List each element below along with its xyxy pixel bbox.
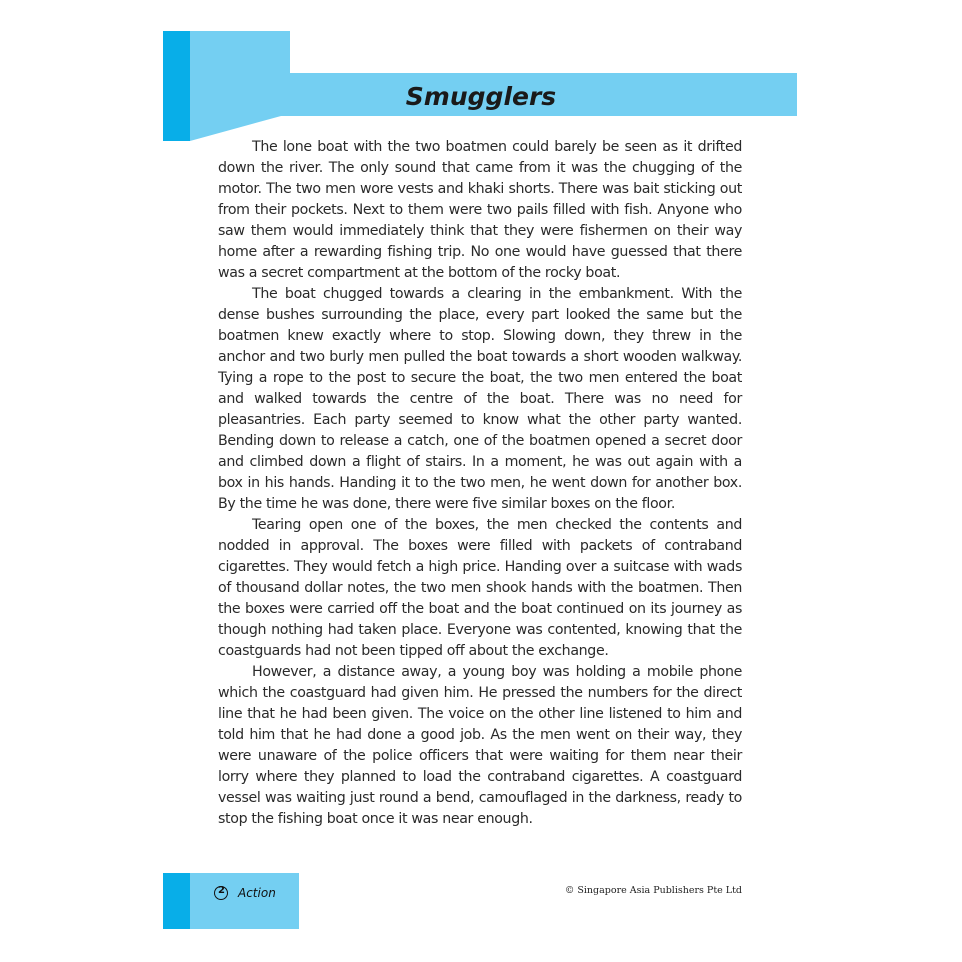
story-paragraph: The lone boat with the two boatmen could barely be seen as it drifted down the river. The only sound that came from it was the chugging of the motor. The two men wore vests and khaki shorts. There was bait sticking out from their pockets. Next to them were two pails filled with fish. Anyone who saw them would immediately think that they were fishermen on their way home after a rewarding fishing trip. No one would have guessed that there was a secret compartment at the bottom of the rocky boat. [218,139,742,281]
copyright-notice: © Singapore Asia Publishers Pte Ltd [564,885,742,896]
story-paragraph: The boat chugged towards a clearing in the embankment. With the dense bushes surrounding the place, every part looked the same but the boatmen knew exactly where to stop. Slowing down, they threw in the anchor and two burly men pulled the boat towards a short wooden walkway. Tying a rope to the post to secure the boat, the two men entered the boat and walked towards the centre of the boat. There was no need for pleasantries. Each party seemed to know what the other party wanted. Bending down to release a catch, one of the boatmen opened a secret door and climbed down a flight of stairs. In a moment, he was out again with a box in his hands. Handing it to the two men, he went down for another box. By the time he was done, there were five similar boxes on the floor. [218,286,742,512]
page-title: Smugglers [405,82,557,111]
header-banner-graphic [0,0,962,150]
footer-section-label: Action [238,886,276,900]
header-banner-dark-strip [163,31,190,141]
story-paragraph: However, a distance away, a young boy was holding a mobile phone which the coastguard had given him. He pressed the numbers for the direct line that he had been given. The voice on the other line listened to him and told him that he had done a good job. As the men went on their way, they were unaware of the police officers that were waiting for them near their lorry where they planned to load the contraband cigarettes. A coastguard vessel was waiting just round a bend, camouflaged in the darkness, ready to stop the fishing boat once it was near enough. [218,664,742,827]
story-paragraph: Tearing open one of the boxes, the men checked the contents and nodded in approval. The boxes were filled with packets of contraband cigarettes. They would fetch a high price. Handing over a suitcase with wads of thousand dollar notes, the two men shook hands with the boatmen. Then the boxes were carried off the boat and the boat continued on its journey as though nothing had taken place. Everyone was contented, knowing that the coastguards had not been tipped off about the exchange. [218,517,742,659]
page-number: 2 [218,885,225,896]
story-text [218,137,742,830]
footer-tab-strip [163,873,190,929]
